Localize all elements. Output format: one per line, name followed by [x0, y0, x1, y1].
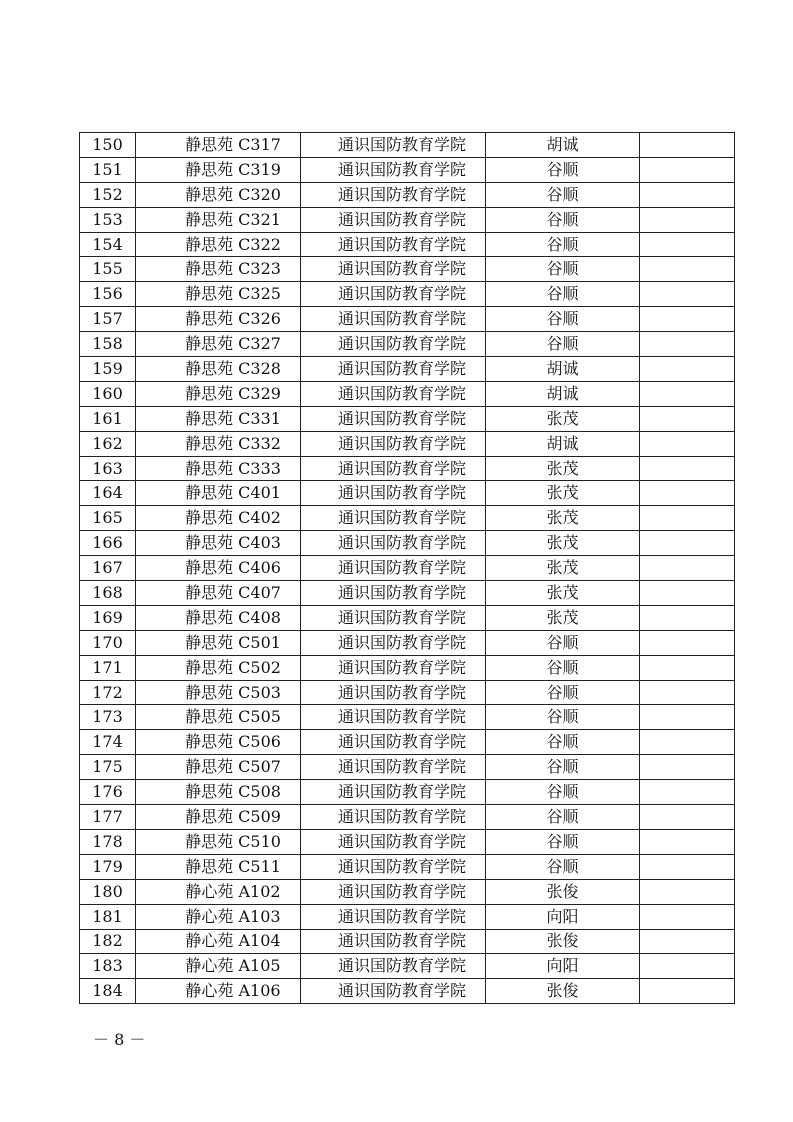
table-row [80, 207, 735, 232]
person-cell: 谷顺 [486, 705, 640, 730]
row-number-cell: 168 [80, 581, 136, 606]
room-cell: 静思苑 C402 [136, 506, 301, 531]
note-cell [640, 406, 735, 431]
room-cell: 静思苑 C317 [136, 133, 301, 158]
person-cell: 谷顺 [486, 854, 640, 879]
person-cell: 谷顺 [486, 257, 640, 282]
table-row [80, 133, 735, 158]
room-cell: 静思苑 C508 [136, 780, 301, 805]
college-cell: 通识国防教育学院 [301, 157, 486, 182]
note-cell [640, 904, 735, 929]
college-cell: 通识国防教育学院 [301, 207, 486, 232]
note-cell [640, 730, 735, 755]
person-cell: 胡诚 [486, 133, 640, 158]
table-row [80, 705, 735, 730]
note-cell [640, 879, 735, 904]
person-cell: 谷顺 [486, 730, 640, 755]
room-cell: 静思苑 C503 [136, 680, 301, 705]
table-row [80, 755, 735, 780]
person-cell: 张茂 [486, 456, 640, 481]
table-row [80, 357, 735, 382]
row-number-cell: 162 [80, 431, 136, 456]
note-cell [640, 929, 735, 954]
college-cell: 通识国防教育学院 [301, 307, 486, 332]
room-cell: 静思苑 C510 [136, 829, 301, 854]
note-cell [640, 431, 735, 456]
room-cell: 静思苑 C333 [136, 456, 301, 481]
person-cell: 向阳 [486, 904, 640, 929]
college-cell: 通识国防教育学院 [301, 456, 486, 481]
person-cell: 谷顺 [486, 282, 640, 307]
note-cell [640, 232, 735, 257]
person-cell: 张茂 [486, 605, 640, 630]
table-row [80, 282, 735, 307]
college-cell: 通识国防教育学院 [301, 954, 486, 979]
table-row [80, 232, 735, 257]
college-cell: 通识国防教育学院 [301, 381, 486, 406]
room-cell: 静思苑 C506 [136, 730, 301, 755]
note-cell [640, 556, 735, 581]
college-cell: 通识国防教育学院 [301, 282, 486, 307]
person-cell: 张茂 [486, 556, 640, 581]
room-cell: 静思苑 C505 [136, 705, 301, 730]
person-cell: 张茂 [486, 506, 640, 531]
table-body [80, 133, 735, 1004]
college-cell: 通识国防教育学院 [301, 854, 486, 879]
room-cell: 静心苑 A105 [136, 954, 301, 979]
note-cell [640, 581, 735, 606]
person-cell: 谷顺 [486, 755, 640, 780]
person-cell: 张茂 [486, 406, 640, 431]
row-number-cell: 173 [80, 705, 136, 730]
person-cell: 谷顺 [486, 805, 640, 830]
college-cell: 通识国防教育学院 [301, 680, 486, 705]
row-number-cell: 166 [80, 531, 136, 556]
row-number-cell: 175 [80, 755, 136, 780]
note-cell [640, 531, 735, 556]
table-row [80, 879, 735, 904]
table-row [80, 581, 735, 606]
room-cell: 静思苑 C328 [136, 357, 301, 382]
college-cell: 通识国防教育学院 [301, 705, 486, 730]
person-cell: 张俊 [486, 879, 640, 904]
room-cell: 静思苑 C501 [136, 630, 301, 655]
table-row [80, 829, 735, 854]
college-cell: 通识国防教育学院 [301, 655, 486, 680]
room-cell: 静思苑 C322 [136, 232, 301, 257]
table-row [80, 904, 735, 929]
table-row [80, 531, 735, 556]
college-cell: 通识国防教育学院 [301, 979, 486, 1004]
person-cell: 张茂 [486, 531, 640, 556]
note-cell [640, 332, 735, 357]
note-cell [640, 157, 735, 182]
table-row [80, 431, 735, 456]
room-cell: 静思苑 C403 [136, 531, 301, 556]
table-row [80, 182, 735, 207]
room-cell: 静思苑 C502 [136, 655, 301, 680]
row-number-cell: 167 [80, 556, 136, 581]
college-cell: 通识国防教育学院 [301, 755, 486, 780]
table-row [80, 157, 735, 182]
person-cell: 谷顺 [486, 157, 640, 182]
college-cell: 通识国防教育学院 [301, 357, 486, 382]
person-cell: 胡诚 [486, 357, 640, 382]
college-cell: 通识国防教育学院 [301, 780, 486, 805]
note-cell [640, 282, 735, 307]
college-cell: 通识国防教育学院 [301, 581, 486, 606]
row-number-cell: 158 [80, 332, 136, 357]
college-cell: 通识国防教育学院 [301, 904, 486, 929]
table-row [80, 630, 735, 655]
row-number-cell: 170 [80, 630, 136, 655]
table-row [80, 506, 735, 531]
person-cell: 谷顺 [486, 307, 640, 332]
college-cell: 通识国防教育学院 [301, 506, 486, 531]
room-cell: 静思苑 C406 [136, 556, 301, 581]
college-cell: 通识国防教育学院 [301, 605, 486, 630]
table-row [80, 680, 735, 705]
row-number-cell: 182 [80, 929, 136, 954]
note-cell [640, 307, 735, 332]
table-row [80, 381, 735, 406]
table-row [80, 730, 735, 755]
row-number-cell: 176 [80, 780, 136, 805]
room-cell: 静思苑 C321 [136, 207, 301, 232]
college-cell: 通识国防教育学院 [301, 630, 486, 655]
row-number-cell: 171 [80, 655, 136, 680]
row-number-cell: 152 [80, 182, 136, 207]
person-cell: 张俊 [486, 929, 640, 954]
college-cell: 通识国防教育学院 [301, 133, 486, 158]
row-number-cell: 159 [80, 357, 136, 382]
person-cell: 谷顺 [486, 680, 640, 705]
note-cell [640, 705, 735, 730]
note-cell [640, 207, 735, 232]
person-cell: 张茂 [486, 481, 640, 506]
row-number-cell: 180 [80, 879, 136, 904]
row-number-cell: 151 [80, 157, 136, 182]
person-cell: 胡诚 [486, 381, 640, 406]
row-number-cell: 183 [80, 954, 136, 979]
college-cell: 通识国防教育学院 [301, 182, 486, 207]
room-cell: 静思苑 C507 [136, 755, 301, 780]
table-row [80, 979, 735, 1004]
person-cell: 张茂 [486, 581, 640, 606]
room-cell: 静思苑 C408 [136, 605, 301, 630]
row-number-cell: 169 [80, 605, 136, 630]
person-cell: 谷顺 [486, 630, 640, 655]
college-cell: 通识国防教育学院 [301, 481, 486, 506]
college-cell: 通识国防教育学院 [301, 730, 486, 755]
row-number-cell: 156 [80, 282, 136, 307]
note-cell [640, 755, 735, 780]
college-cell: 通识国防教育学院 [301, 232, 486, 257]
table-row [80, 805, 735, 830]
note-cell [640, 182, 735, 207]
college-cell: 通识国防教育学院 [301, 257, 486, 282]
note-cell [640, 805, 735, 830]
college-cell: 通识国防教育学院 [301, 829, 486, 854]
table-row [80, 406, 735, 431]
row-number-cell: 157 [80, 307, 136, 332]
row-number-cell: 160 [80, 381, 136, 406]
person-cell: 谷顺 [486, 655, 640, 680]
room-cell: 静思苑 C325 [136, 282, 301, 307]
college-cell: 通识国防教育学院 [301, 929, 486, 954]
room-cell: 静心苑 A102 [136, 879, 301, 904]
row-number-cell: 155 [80, 257, 136, 282]
person-cell: 胡诚 [486, 431, 640, 456]
room-cell: 静思苑 C401 [136, 481, 301, 506]
note-cell [640, 780, 735, 805]
table-row [80, 954, 735, 979]
note-cell [640, 506, 735, 531]
note-cell [640, 605, 735, 630]
note-cell [640, 630, 735, 655]
row-number-cell: 165 [80, 506, 136, 531]
college-cell: 通识国防教育学院 [301, 805, 486, 830]
table-row [80, 655, 735, 680]
room-cell: 静思苑 C509 [136, 805, 301, 830]
row-number-cell: 150 [80, 133, 136, 158]
person-cell: 谷顺 [486, 780, 640, 805]
row-number-cell: 184 [80, 979, 136, 1004]
person-cell: 谷顺 [486, 182, 640, 207]
row-number-cell: 161 [80, 406, 136, 431]
dormitory-table [79, 132, 735, 1004]
room-cell: 静思苑 C320 [136, 182, 301, 207]
note-cell [640, 133, 735, 158]
row-number-cell: 178 [80, 829, 136, 854]
room-cell: 静思苑 C332 [136, 431, 301, 456]
note-cell [640, 854, 735, 879]
room-cell: 静思苑 C323 [136, 257, 301, 282]
table-row [80, 332, 735, 357]
row-number-cell: 181 [80, 904, 136, 929]
person-cell: 谷顺 [486, 207, 640, 232]
note-cell [640, 655, 735, 680]
row-number-cell: 172 [80, 680, 136, 705]
row-number-cell: 179 [80, 854, 136, 879]
row-number-cell: 153 [80, 207, 136, 232]
table-row [80, 929, 735, 954]
table-row [80, 556, 735, 581]
note-cell [640, 456, 735, 481]
person-cell: 张俊 [486, 979, 640, 1004]
note-cell [640, 680, 735, 705]
table-row [80, 307, 735, 332]
table-row [80, 780, 735, 805]
room-cell: 静思苑 C319 [136, 157, 301, 182]
room-cell: 静心苑 A103 [136, 904, 301, 929]
room-cell: 静思苑 C331 [136, 406, 301, 431]
room-cell: 静思苑 C326 [136, 307, 301, 332]
person-cell: 向阳 [486, 954, 640, 979]
row-number-cell: 163 [80, 456, 136, 481]
room-cell: 静思苑 C327 [136, 332, 301, 357]
person-cell: 谷顺 [486, 332, 640, 357]
person-cell: 谷顺 [486, 829, 640, 854]
note-cell [640, 829, 735, 854]
room-cell: 静思苑 C511 [136, 854, 301, 879]
college-cell: 通识国防教育学院 [301, 556, 486, 581]
table-row [80, 605, 735, 630]
table-row [80, 456, 735, 481]
row-number-cell: 154 [80, 232, 136, 257]
note-cell [640, 257, 735, 282]
room-cell: 静心苑 A104 [136, 929, 301, 954]
note-cell [640, 381, 735, 406]
college-cell: 通识国防教育学院 [301, 431, 486, 456]
row-number-cell: 164 [80, 481, 136, 506]
table-row [80, 481, 735, 506]
table-row [80, 854, 735, 879]
table-row [80, 257, 735, 282]
note-cell [640, 357, 735, 382]
room-cell: 静思苑 C329 [136, 381, 301, 406]
note-cell [640, 979, 735, 1004]
page-number: － 8 － [93, 1030, 146, 1049]
note-cell [640, 481, 735, 506]
room-cell: 静心苑 A106 [136, 979, 301, 1004]
college-cell: 通识国防教育学院 [301, 406, 486, 431]
row-number-cell: 177 [80, 805, 136, 830]
row-number-cell: 174 [80, 730, 136, 755]
college-cell: 通识国防教育学院 [301, 531, 486, 556]
college-cell: 通识国防教育学院 [301, 879, 486, 904]
note-cell [640, 954, 735, 979]
college-cell: 通识国防教育学院 [301, 332, 486, 357]
room-cell: 静思苑 C407 [136, 581, 301, 606]
person-cell: 谷顺 [486, 232, 640, 257]
